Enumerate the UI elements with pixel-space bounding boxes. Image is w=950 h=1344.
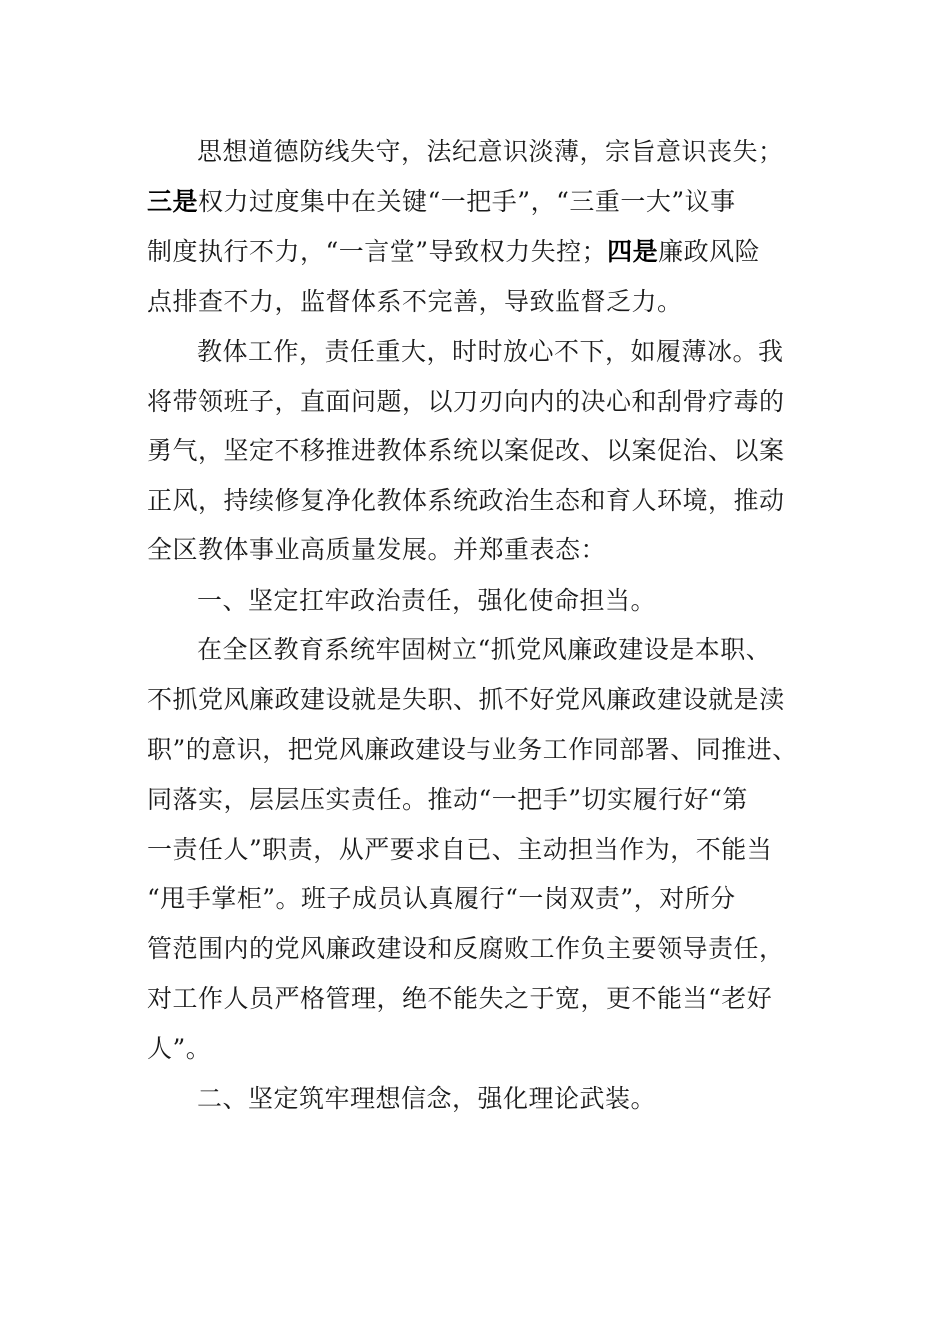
text-line: 不抓党风廉政建设就是失职、抓不好党风廉政建设就是渎 [147,685,785,714]
text-line: 点排查不力，监督体系不完善，导致监督乏力。 [147,287,683,316]
text-line: 同落实，层层压实责任。推动“一把手”切实履行好“第 [147,785,748,814]
text-run: 制度执行不力，“一言堂”导致权力失控； [147,237,608,266]
section-heading: 一、坚定扛牢政治责任，强化使命担当。 [197,586,657,615]
text-line [147,182,827,222]
text-line: 人”。 [147,1034,212,1063]
text-line: 思想道德防线失守，法纪意识淡薄，宗旨意识丧失； [197,137,784,166]
bold-marker: 三是 [147,187,199,216]
text-line: 管范围内的党风廉政建设和反腐败工作负主要领导责任， [147,934,785,963]
text-line: 正风，持续修复净化教体系统政治生态和育人环境，推动 [147,486,785,515]
text-line: “甩手掌柜”。班子成员认真履行“一岗双责”，对所分 [147,884,736,913]
text-run: 廉政风险 [658,237,761,266]
text-line: 职”的意识，把党风廉政建设与业务工作同部署、同推进、 [147,735,798,764]
text-line: 在全区教育系统牢固树立“抓党风廉政建设是本职、 [197,635,772,664]
text-line: 对工作人员严格管理，绝不能失之于宽，更不能当“老好 [147,984,773,1013]
bold-marker: 四是 [607,237,659,266]
text-line: 全区教体事业高质量发展。并郑重表态： [147,535,607,564]
text-line [147,232,827,272]
text-line: 一责任人”职责，从严要求自已、主动担当作为，不能当 [147,835,773,864]
text-line: 教体工作，责任重大，时时放心不下，如履薄冰。我 [197,337,784,366]
text-line: 将带领班子，直面问题，以刀刃向内的决心和刮骨疗毒的 [147,387,785,416]
section-heading: 二、坚定筑牢理想信念，强化理论武装。 [197,1084,657,1113]
text-run: 权力过度集中在关键“一把手”，“三重一大”议事 [198,187,736,216]
text-line: 勇气，坚定不移推进教体系统以案促改、以案促治、以案 [147,436,785,465]
